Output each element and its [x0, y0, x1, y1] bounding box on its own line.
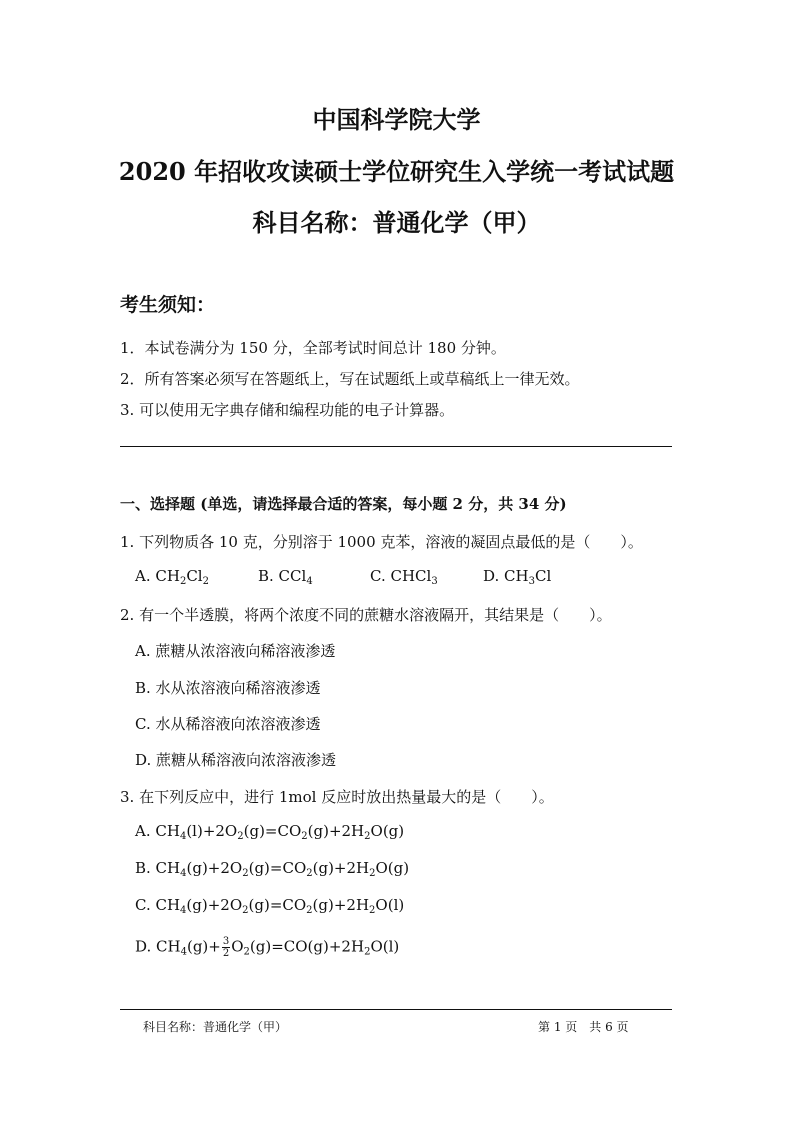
question-2-option-a: A. 蔗糖从浓溶液向稀溶液渗透: [135, 642, 336, 660]
question-1-stem: 1. 下列物质各 10 克，分别溶于 1000 克苯，溶液的凝固点最低的是（ ）。: [120, 533, 643, 551]
question-1-option-c: C. CHCl$_3$: [370, 567, 438, 587]
footer-subject: 科目名称：普通化学（甲）: [143, 1020, 288, 1034]
question-2-option-c: C. 水从稀溶液向浓溶液渗透: [135, 715, 321, 733]
notice-item-1: 1．本试卷满分为 150 分，全部考试时间总计 180 分钟。: [120, 339, 506, 357]
question-2-option-b: B. 水从浓溶液向稀溶液渗透: [135, 679, 321, 697]
question-3-option-d: D. $CH_4(g)+$ $\frac{3}{2}$ $O_2(g)=CO(g)+2H_2O(l)$: [135, 936, 400, 959]
question-1-option-a: A. $CH_2Cl_2$: [135, 567, 209, 587]
university-title: 中国科学院大学: [312, 105, 481, 134]
question-3-option-c: C. $CH_4(g)+2O_2(g)=CO_2(g)+2H_2O(l)$: [135, 896, 405, 916]
subject-title: 科目名称：普通化学（甲）: [252, 208, 541, 237]
question-1-option-b: B. CCl$_4$: [258, 567, 313, 587]
footer-page-number: 第 1 页 共 6 页: [538, 1020, 629, 1034]
question-3-stem: 3. 在下列反应中，进行 1mol 反应时放出热量最大的是（ ）。: [120, 788, 554, 806]
question-2-option-d: D. 蔗糖从稀溶液向浓溶液渗透: [135, 751, 337, 769]
question-2-stem: 2. 有一个半透膜，将两个浓度不同的蔗糖水溶液隔开，其结果是（ ）。: [120, 606, 612, 624]
notice-item-2: 2．所有答案必须写在答题纸上，写在试题纸上或草稿纸上一律无效。: [120, 370, 580, 388]
question-3-option-a: A. $CH_4(l)+2O_2(g)=CO_2(g)+2H_2O(g)$: [135, 822, 405, 842]
section-heading: 一、选择题 (单选，请选择最合适的答案，每小题 2 分，共 34 分): [120, 495, 567, 513]
notice-heading: 考生须知：: [120, 294, 216, 316]
question-3-option-b: B. $CH_4(g)+2O_2(g)=CO_2(g)+2H_2O(g)$: [135, 859, 410, 879]
question-1-option-d: D. $CH_3Cl$: [483, 567, 552, 587]
exam-title: 2020 年招收攻读硕士学位研究生入学统一考试试题: [118, 157, 675, 186]
divider-top: [120, 446, 672, 447]
fraction-three-halves: $\frac{3}{2}$: [222, 936, 230, 959]
notice-item-3: 3. 可以使用无字典存储和编程功能的电子计算器。: [120, 401, 455, 419]
divider-bottom: [120, 1009, 672, 1010]
